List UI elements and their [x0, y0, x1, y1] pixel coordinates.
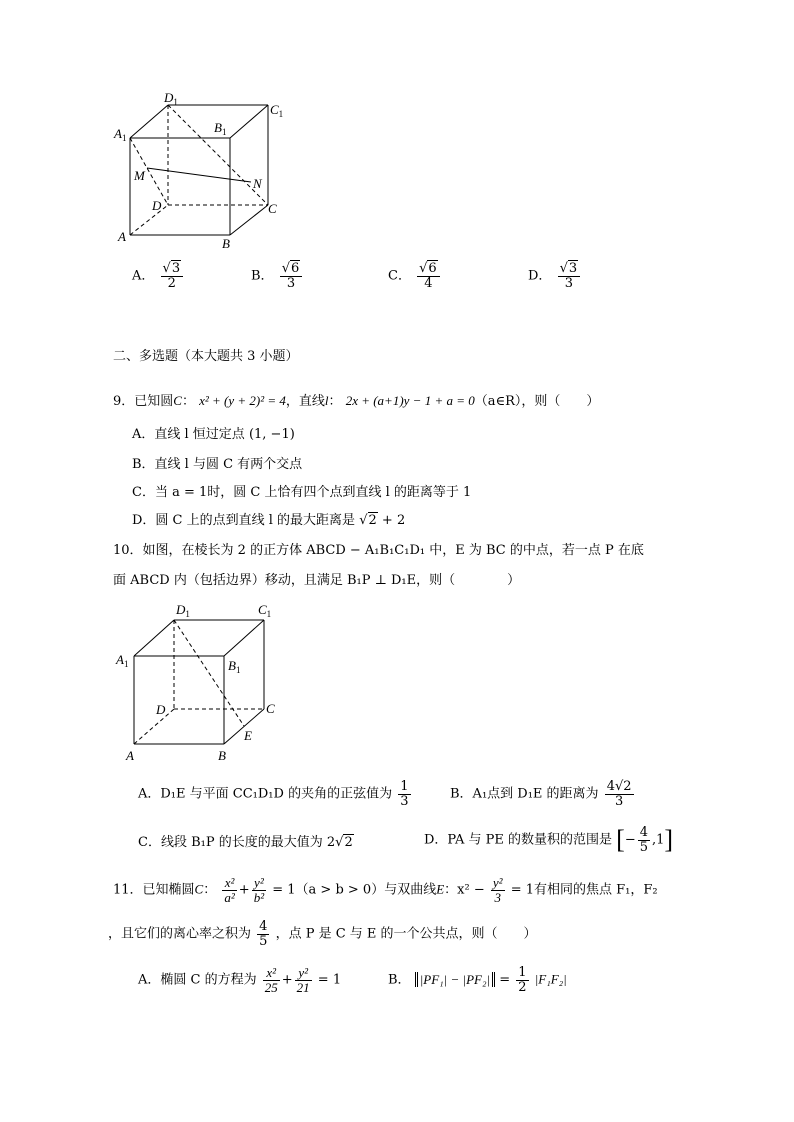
q9-stem: 9．已知圆C： x² + (y + 2)² = 4，直线l： 2x + (a+1)y − 1 + a = 0（a∈R），则（ ） — [113, 393, 600, 409]
label-N: N — [253, 176, 262, 191]
q8-option-b: B． $\frac{√6}{3}$ — [251, 262, 304, 290]
label-B: B — [218, 748, 226, 763]
label-B1: $B_1$ — [228, 658, 241, 675]
hidden-edge — [130, 205, 168, 235]
label-A1: $A_1$ — [116, 652, 129, 669]
edge — [230, 105, 268, 138]
label-E: E — [244, 728, 252, 743]
label-C: C — [268, 201, 277, 216]
label-C: C — [266, 701, 275, 716]
q11-option-a: A．椭圆 C 的方程为 $\frac{\text{x²}}{25}$ + $\frac{\text{y²}}{21}$ = 1 — [138, 965, 342, 995]
label-A: A — [126, 748, 134, 763]
cube-figure-1 — [110, 88, 300, 253]
q10-option-c: C．线段 B₁P 的长度的最大值为 2√2 — [138, 835, 353, 850]
label-B1: $B_1$ — [214, 120, 227, 137]
cube-figure-2 — [110, 598, 300, 768]
label-M: M — [134, 168, 145, 183]
q9-option-b: B．直线 l 与圆 C 有两个交点 — [132, 457, 303, 472]
q10-option-b: B．A₁点到 D₁E 的距离为 $\frac{4√2}{3}$ — [450, 779, 632, 809]
q8-option-a: A． $\frac{√3}{2}$ — [132, 262, 185, 290]
q11-option-b: B． |PF₁| − |PF₂| = $\frac{1}{2}$ |F₁F₂| — [388, 965, 567, 995]
q10-option-d: D．PA 与 PE 的数量积的范围是 [− $\frac{4}{5}$ ,1] — [424, 825, 674, 855]
q8-option-c: C． $\frac{√6}{4}$ — [388, 262, 442, 290]
section-title: 二、多选题（本大题共 3 小题） — [113, 349, 299, 364]
q9-option-d: D．圆 C 上的点到直线 l 的最大距离是 √2 + 2 — [132, 513, 406, 528]
label-D: D — [152, 198, 162, 213]
q11-stem-line1: 11．已知椭圆C： $\frac{\text{x²}}{\text{a²}}$ + $\frac{\text{y²}}{\text{b²}}$ = 1（a > b > 0）与双曲线E：x² − $\frac{\text{y²}}{3}$ = 1有相同的焦点 F₁，F₂ — [113, 875, 658, 905]
hidden-edge — [134, 709, 174, 744]
segment-MN — [147, 168, 251, 182]
edge — [134, 620, 174, 656]
label-C1: $C_1$ — [258, 602, 272, 619]
edge — [230, 205, 268, 235]
edge — [224, 620, 264, 656]
q10-stem-line2: 面 ABCD 内（包括边界）移动，且满足 B₁P ⊥ D₁E，则（ ） — [113, 573, 521, 588]
label-D: D — [156, 702, 166, 717]
label-B: B — [222, 236, 230, 251]
label-D1: $D_1$ — [176, 602, 190, 619]
label-A: A — [118, 229, 126, 244]
q8-option-d: D． $\frac{√3}{3}$ — [528, 262, 582, 290]
q10-stem-line1: 10．如图，在棱长为 2 的正方体 ABCD − A₁B₁C₁D₁ 中，E 为 BC 的中点，若一点 P 在底 — [113, 543, 644, 558]
label-C1: $C_1$ — [270, 102, 284, 119]
label-D1: $D_1$ — [164, 90, 178, 107]
q11-stem-line2: ，且它们的离心率之积为 $\frac{4}{5}$ ，点 P 是 C 与 E 的一个公共点，则（ ） — [108, 919, 537, 949]
edge — [130, 105, 168, 138]
q9-option-c: C．当 a = 1时，圆 C 上恰有四个点到直线 l 的距离等于 1 — [132, 485, 472, 500]
hidden-edge — [174, 620, 244, 726]
label-A1: $A_1$ — [114, 126, 127, 143]
q10-option-a: A．D₁E 与平面 CC₁D₁D 的夹角的正弦值为 $\frac{1}{3}$ — [138, 779, 409, 809]
q9-option-a: A．直线 l 恒过定点 (1, −1) — [132, 427, 295, 442]
